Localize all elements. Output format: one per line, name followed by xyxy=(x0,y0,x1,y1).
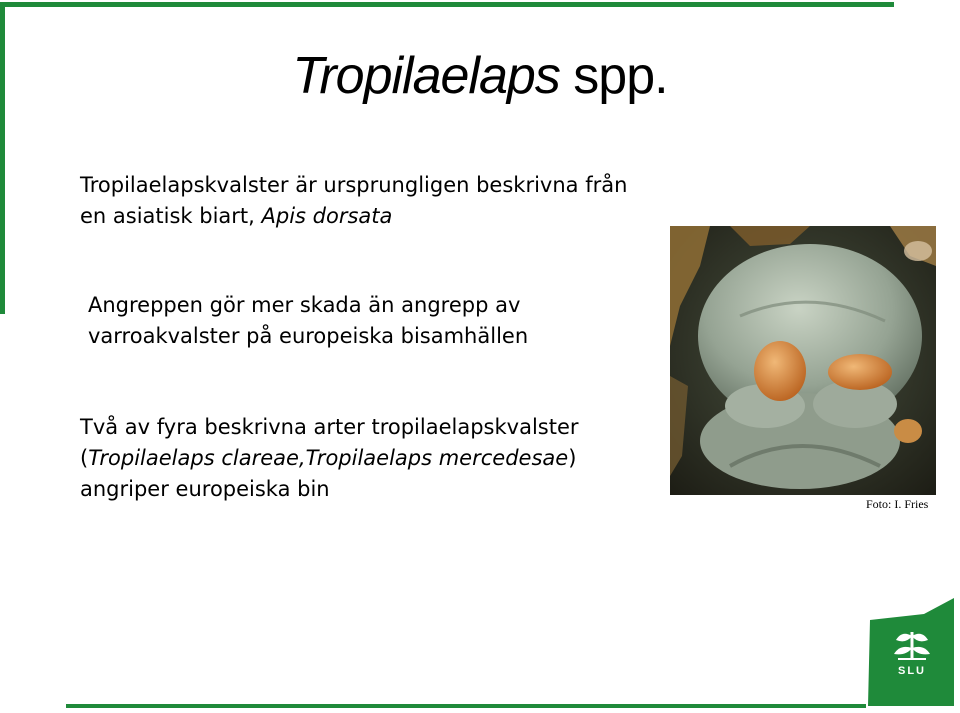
top-accent-rule xyxy=(0,2,894,7)
paragraph-origin-text: Tropilaelapskvalster är ursprungligen beskrivna från en asiatisk biart, xyxy=(80,173,628,228)
paragraph-damage-text: Angreppen gör mer skada än angrepp av varroakvalster på europeiska bisamhällen xyxy=(88,293,529,348)
paragraph-origin xyxy=(80,170,640,232)
mite-right xyxy=(828,354,892,390)
slu-logo xyxy=(862,598,960,706)
title-genus: Tropilaelaps xyxy=(292,47,560,105)
species-apis-dorsata: Apis dorsata xyxy=(261,204,393,228)
photo-caption: Foto: I. Fries xyxy=(866,497,929,511)
paragraph-damage xyxy=(88,290,648,352)
mite-photo xyxy=(670,226,936,495)
slu-logo-mark xyxy=(862,598,960,706)
bottom-accent-rule xyxy=(66,704,866,708)
mite-left xyxy=(754,341,806,401)
species-mercedesae: Tropilaelaps mercedesae xyxy=(305,446,569,470)
title-suffix: spp. xyxy=(559,47,668,105)
species-clareae: Tropilaelaps clareae xyxy=(88,446,299,470)
paragraph-species-end: ) angriper europeiska bin xyxy=(80,446,577,501)
paragraph-species-start: Två av fyra beskrivna arter tropilaelapskvalster ( xyxy=(80,415,579,470)
mite-photo-illustration xyxy=(670,226,936,495)
slu-logo-text: SLU xyxy=(898,665,926,677)
slide-title xyxy=(0,46,960,106)
paragraph-species xyxy=(80,412,660,505)
species-separator: , xyxy=(298,446,306,470)
